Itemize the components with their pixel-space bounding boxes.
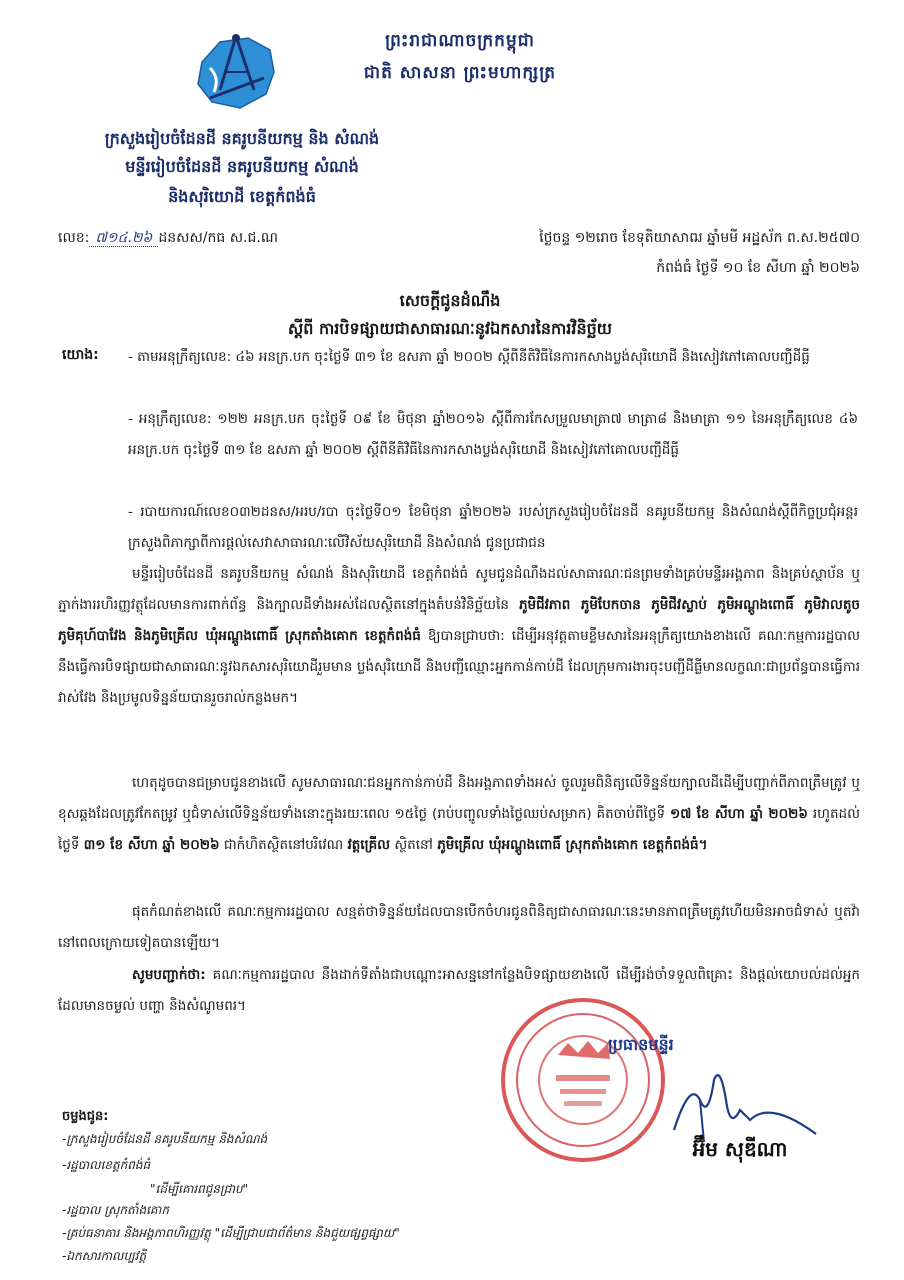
paragraph-text: ស្ថិតនៅ bbox=[390, 837, 438, 853]
cc-item: -គ្រប់ធនាគារ និងអង្គភាពហិរញ្ញវត្ថុ "ដើម្បីជ្រាបជាព័ត៌មាន និងជួយផ្សព្វផ្សាយ" bbox=[62, 1226, 400, 1240]
document-subject: ស្តីពី ការបិទផ្សាយជាសាធារណៈនូវឯកសារនៃការវិនិច្ឆ័យ bbox=[288, 319, 612, 338]
reference-item: - អនុក្រឹត្យលេខ: ១២២ អនក្រ.បក ចុះថ្ងៃទី ០៩ ខែ មិថុនា ឆ្នាំ២០១៦ ស្តីពីការកែសម្រួលមាត្រា៧ មាត្រា៨ និងមាត្រា ១១ នៃអនុក្រឹត្យលេខ ៤៦ អនក្រ.បក ចុះថ្ងៃទី ៣១ ខែ ឧសភា ឆ្នាំ ២០០២ ស្តីពីនីតិវិធីនៃការកសាងប្លង់សុរិយោដី និងសៀវភៅគោលបញ្ជីដីធ្លី bbox=[128, 411, 858, 458]
paragraph-note bbox=[58, 960, 860, 1022]
date-to: ៣១ ខែ សីហា ឆ្នាំ ២០២៦ bbox=[83, 837, 220, 853]
paragraph-text: ជាកំហិតស្ថិតនៅបរិវេណ bbox=[219, 837, 348, 853]
paragraph-deadline: ផុតកំណត់ខាងលើ គណៈកម្មការរដ្ឋបាល សន្មត់ថាទិន្នន័យដែលបានបើកចំហរជូនពិនិត្យជាសាធារណៈនេះមានភាពត្រឹមត្រូវហើយមិនអាចជំទាស់ ឬតវ៉ានៅពេលក្រោយទៀតបានឡើយ។ bbox=[58, 904, 860, 951]
document-title: សេចក្តីជូនដំណឹង bbox=[399, 291, 501, 310]
cc-item: -ក្រសួងរៀបចំដែនដី នគរូបនីយកម្ម និងសំណង់ bbox=[62, 1132, 268, 1146]
paragraph-text: គណៈកម្មការរដ្ឋបាល នឹងដាក់ទីតាំងជាបណ្តោះអាសន្ននៅកន្លែងបិទផ្សាយខាងលើ ដើម្បីរង់ចាំទទួលពិគ្រោះ និងផ្តល់យោបល់ដល់អ្នកដែលមានចម្ងល់ បញ្ហា និងសំណូមពរ។ bbox=[58, 967, 860, 1014]
pagoda-name: វត្តគ្រើល bbox=[347, 837, 391, 853]
references-label: យោង: bbox=[62, 347, 99, 363]
paragraph-review-period bbox=[58, 768, 860, 861]
national-motto: ជាតិ សាសនា ព្រះមហាក្សត្រ bbox=[363, 63, 557, 83]
paragraph-text: រហូតដល់ថ្ងៃទី bbox=[58, 806, 860, 853]
reference-item: - របាយការណ៍លេខ០៣២ដនស/អរប/របា ចុះថ្ងៃទី០១ ខែមិថុនា ឆ្នាំ២០២៦ របស់ក្រសួងរៀបចំដែនដី នគរូបនីយកម្ម និងសំណង់ស្តីពីកិច្ចប្រជុំអន្តរក្រសួងពិភាក្សាពីការផ្តល់សេវាសាធារណៈលើវិស័យសុរិយោដី និងសំណង់ ជូនប្រជាជន bbox=[128, 504, 858, 551]
reference-label: លេខ: bbox=[58, 230, 90, 246]
paragraph-text: មន្ទីររៀបចំដែនដី នគរូបនីយកម្ម សំណង់ និងសុរិយោដី ខេត្តកំពង់ធំ សូមជូនដំណឹងដល់សាធារណៈជនព្រមទាំងគ្រប់មន្ទីរអង្គភាព និងគ្រប់ស្ថាប័ន ឬភ្នាក់ងាររហិរញ្ញវត្ថុដែលមានការពាក់ព័ន្ធ និងក្បាលដីទាំងអស់ដែលស្ថិតនៅក្នុងតំបន់វិនិច្ឆ័យនៃ bbox=[58, 566, 860, 613]
solar-date: កំពង់ធំ ថ្ងៃទី ១០ ខែ សីហា ឆ្នាំ ២០២៦ bbox=[656, 260, 860, 276]
paragraph-notice bbox=[58, 559, 860, 714]
cc-item: -រដ្ឋបាល ស្រុកតាំងគោក bbox=[62, 1203, 169, 1217]
cc-item: "ដើម្បីគោរពជូនជ្រាប" bbox=[150, 1182, 249, 1196]
reference-item: - តាមអនុក្រឹត្យលេខ: ៤៦ អនក្រ.បក ចុះថ្ងៃទី ៣១ ខែ ឧសភា ឆ្នាំ ២០០២ ស្តីពីនីតិវិធីនៃការកសាងប្លង់សុរិយោដី និងសៀវភៅគោលបញ្ជីដីធ្លី bbox=[128, 349, 810, 365]
ministry-logo bbox=[190, 28, 280, 118]
handwritten-number: ៧១៤.២៦ bbox=[89, 230, 158, 247]
paragraph-text: ឱ្យបានជ្រាបថា: ដើម្បីអនុវត្តតាមខ្លឹមសារនៃអនុក្រឹត្យយោងខាងលើ គណៈកម្មការរដ្ឋបាល នឹងធ្វើការបិទផ្សាយជាសាធារណៈនូវឯកសារសុរិយោដីរួមមាន ប្លង់សុរិយោដី និងបញ្ជីឈ្មោះអ្នកកាន់កាប់ដី ដែលក្រុមការងារចុះបញ្ជីដីធ្លីមានលក្ខណៈជាប្រព័ន្ធបានធ្វើការវាស់វែង និងប្រមូលទិន្នន័យបានរួចរាល់កន្លងមក។ bbox=[58, 628, 860, 706]
note-label: សូមបញ្ជាក់ថា: bbox=[132, 967, 206, 983]
department-name: មន្ទីររៀបចំដែនដី នគរូបនីយកម្ម សំណង់ bbox=[125, 157, 359, 176]
villages-list: ភូមិជីវភាព ភូមិបែកចាន ភូមិជីវស្លាប់ ភូមិអណ្តូងពោធិ៍ ភូមិវាលតូច ភូមិគុហ៍បាវែង និងភូមិគ្រើល ឃុំអណ្តូងពោធិ៍ ស្រុកតាំងគោក ខេត្តកំពង់ធំ bbox=[58, 597, 860, 644]
cc-item: -រដ្ឋបាលខេត្តកំពង់ធំ bbox=[62, 1158, 151, 1172]
ministry-name: ក្រសួងរៀបចំដែនដី នគរូបនីយកម្ម និង សំណង់ bbox=[104, 129, 380, 148]
signatory-name: អ៊ឹម សុឌីណា bbox=[692, 1137, 788, 1161]
date-from: ១៧ ខែ សីហា ឆ្នាំ ២០២៦ bbox=[670, 806, 808, 822]
reference-number bbox=[58, 228, 398, 249]
signatory-title: ប្រធានមន្ទីរ bbox=[608, 1035, 674, 1054]
cc-label: ចម្លងជូន: bbox=[62, 1109, 109, 1124]
reference-suffix: ដនសស/កធ ស.ជ.ណ bbox=[158, 230, 278, 246]
lunar-date: ថ្ងៃចន្ទ ១២រោច ខែទុតិយាសាឍ ឆ្នាំមមី អដ្ឋស័ក ព.ស.២៥៧០ bbox=[539, 230, 860, 246]
paragraph-text: ហេតុដូចបានជម្រាបជូនខាងលើ សូមសាធារណៈជនអ្នកកាន់កាប់ដី និងអង្គភាពទាំងអស់ ចូលរួមពិនិត្យលើទិន្នន័យក្បាលដីដើម្បីបញ្ជាក់ពីភាពត្រឹមត្រូវ ឬខុសឆ្គងដែលត្រូវកែតម្រូវ ឬជំទាស់លើទិន្នន័យទាំងនោះក្នុងរយៈពេល ១៥ថ្ងៃ (រាប់បញ្ចូលទាំងថ្ងៃឈប់សម្រាក) គិតចាប់ពីថ្ងៃទី bbox=[58, 775, 860, 822]
cc-item: -ឯកសារកាលប្បវត្តិ bbox=[62, 1249, 147, 1263]
location-name: ភូមិគ្រើល ឃុំអណ្តូងពោធិ៍ ស្រុកតាំងគោក ខេត្តកំពង់ធំ។ bbox=[437, 837, 708, 853]
official-stamp bbox=[498, 995, 668, 1165]
kingdom-title: ព្រះរាជាណាចក្រកម្ពុជា bbox=[385, 31, 535, 51]
province-name: និងសុរិយោដី ខេត្តកំពង់ធំ bbox=[168, 187, 316, 206]
